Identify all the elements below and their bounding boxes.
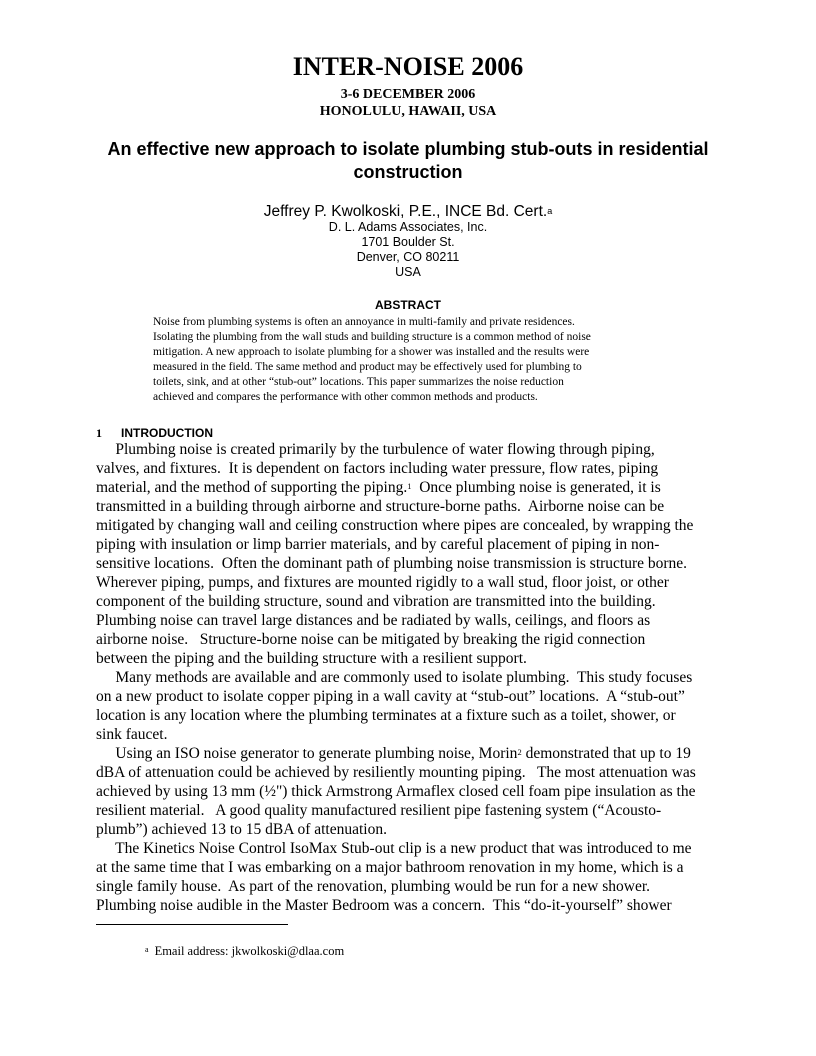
body-line-text: single family house. As part of the renovation, plumbing would be run for a new shower. [96, 878, 651, 895]
body-line [96, 839, 692, 858]
body-line [96, 877, 650, 896]
body-line-text: sensitive locations. Often the dominant path of plumbing noise transmission is structure borne. [96, 555, 688, 572]
abstract-line: measured in the field. The same method and product may be effectively used for plumbing to [153, 361, 582, 373]
body-line-text: Once plumbing noise is generated, it is [411, 479, 661, 496]
author-line [0, 202, 816, 222]
body-line [96, 535, 659, 554]
body-line [96, 858, 684, 877]
footnote-divider [96, 924, 288, 925]
body-line [96, 459, 658, 478]
author-footnote-marker: a [547, 206, 553, 216]
body-line [96, 649, 527, 668]
body-line-text: Plumbing noise is created primarily by the turbulence of water flowing through piping, [96, 441, 655, 458]
body-line-text: achieved by using 13 mm (½") thick Armstrong Armaflex closed cell foam pipe insulation as the [96, 783, 696, 800]
body-line-text: sink faucet. [96, 726, 168, 743]
body-line-text: demonstrated that up to 19 [521, 745, 691, 762]
body-line [96, 706, 676, 725]
footnote-text: Email address: jkwolkoski@dlaa.com [154, 944, 345, 958]
abstract-heading: ABSTRACT [375, 298, 441, 312]
body-line [96, 440, 655, 459]
body-line-text: dBA of attenuation could be achieved by resiliently mounting piping. The most attenuation was [96, 764, 696, 781]
body-line-text: Many methods are available and are commonly used to isolate plumbing. This study focuses [96, 669, 693, 686]
citation-marker: 2 [517, 747, 522, 757]
section-number: 1 [96, 426, 102, 440]
body-line [96, 782, 696, 801]
affiliation-line: 1701 Boulder St. [361, 235, 455, 249]
body-line-text: at the same time that I was embarking on a major bathroom renovation in my home, which is a [96, 859, 684, 876]
body-line-text: material, and the method of supporting the piping. [96, 479, 408, 496]
body-line-text: location is any location where the plumbing terminates at a fixture such as a toilet, shower, or [96, 707, 676, 724]
author-name: Jeffrey P. Kwolkoski, P.E., INCE Bd. Cert. [263, 203, 548, 220]
section-title: INTRODUCTION [121, 426, 213, 440]
body-line-text: valves, and fixtures. It is dependent on factors including water pressure, flow rates, piping [96, 460, 659, 477]
body-line [96, 801, 661, 820]
body-line [96, 725, 167, 744]
conference-dates: 3-6 DECEMBER 2006 [340, 87, 476, 102]
body-line-text: resilient material. A good quality manufactured resilient pipe fastening system (“Acousto- [96, 802, 662, 819]
body-line [96, 744, 691, 763]
body-line-text: Plumbing noise audible in the Master Bedroom was a concern. This “do-it-yourself” shower [96, 897, 672, 914]
body-line-text: component of the building structure, sound and vibration are transmitted into the building. [96, 593, 656, 610]
body-line [96, 554, 687, 573]
body-line [96, 630, 645, 649]
conference-title: INTER-NOISE 2006 [292, 52, 524, 81]
body-line-text: airborne noise. Structure-borne noise can be mitigated by breaking the rigid connection [96, 631, 646, 648]
conference-location: HONOLULU, HAWAII, USA [319, 104, 497, 119]
affiliation-line: USA [395, 265, 421, 279]
body-line-text: between the piping and the building structure with a resilient support. [96, 650, 527, 667]
footnote [145, 944, 344, 959]
body-line [96, 896, 672, 915]
affiliation-line: D. L. Adams Associates, Inc. [328, 220, 488, 234]
abstract-line: Noise from plumbing systems is often an annoyance in multi-family and private residences. [153, 316, 575, 328]
body-line-text: mitigated by changing wall and ceiling construction where pipes are concealed, by wrapping the [96, 517, 694, 534]
abstract-line: toilets, sink, and at other “stub-out” locations. This paper summarizes the noise reduction [153, 376, 564, 388]
body-line [96, 763, 696, 782]
body-line [96, 516, 693, 535]
citation-marker: 1 [407, 481, 412, 491]
body-line-text: The Kinetics Noise Control IsoMax Stub-out clip is a new product that was introduced to me [96, 840, 692, 857]
body-line [96, 611, 650, 630]
section-heading [96, 426, 213, 441]
abstract-line: Isolating the plumbing from the wall studs and building structure is a common method of noise [153, 331, 591, 343]
body-line-text: Wherever piping, pumps, and fixtures are mounted rigidly to a wall stud, floor joist, or other [96, 574, 669, 591]
body-line-text: on a new product to isolate copper piping in a wall cavity at “stub-out” locations. A “stub-out” [96, 688, 685, 705]
body-line [96, 820, 387, 839]
footnote-marker: a [145, 945, 149, 954]
body-line [96, 668, 692, 687]
abstract-line: mitigation. A new approach to isolate plumbing for a shower was installed and the results were [153, 346, 590, 358]
body-line [96, 573, 669, 592]
body-line-text: Using an ISO noise generator to generate plumbing noise, Morin [96, 745, 518, 762]
body-line [96, 592, 656, 611]
abstract-line: achieved and compares the performance with other common methods and products. [153, 391, 538, 403]
body-line [96, 687, 685, 706]
body-line [96, 497, 664, 516]
body-line [96, 478, 661, 497]
paper-title: An effective new approach to isolate plumbing stub-outs in residential construction [107, 139, 709, 182]
body-line-text: plumb”) achieved 13 to 15 dBA of attenuation. [96, 821, 387, 838]
affiliation-line: Denver, CO 80211 [356, 250, 460, 264]
body-line-text: piping with insulation or limp barrier materials, and by careful placement of piping in non- [96, 536, 660, 553]
body-line-text: Plumbing noise can travel large distances and be radiated by walls, ceilings, and floors as [96, 612, 651, 629]
body-line-text: transmitted in a building through airborne and structure-borne paths. Airborne noise can be [96, 498, 665, 515]
